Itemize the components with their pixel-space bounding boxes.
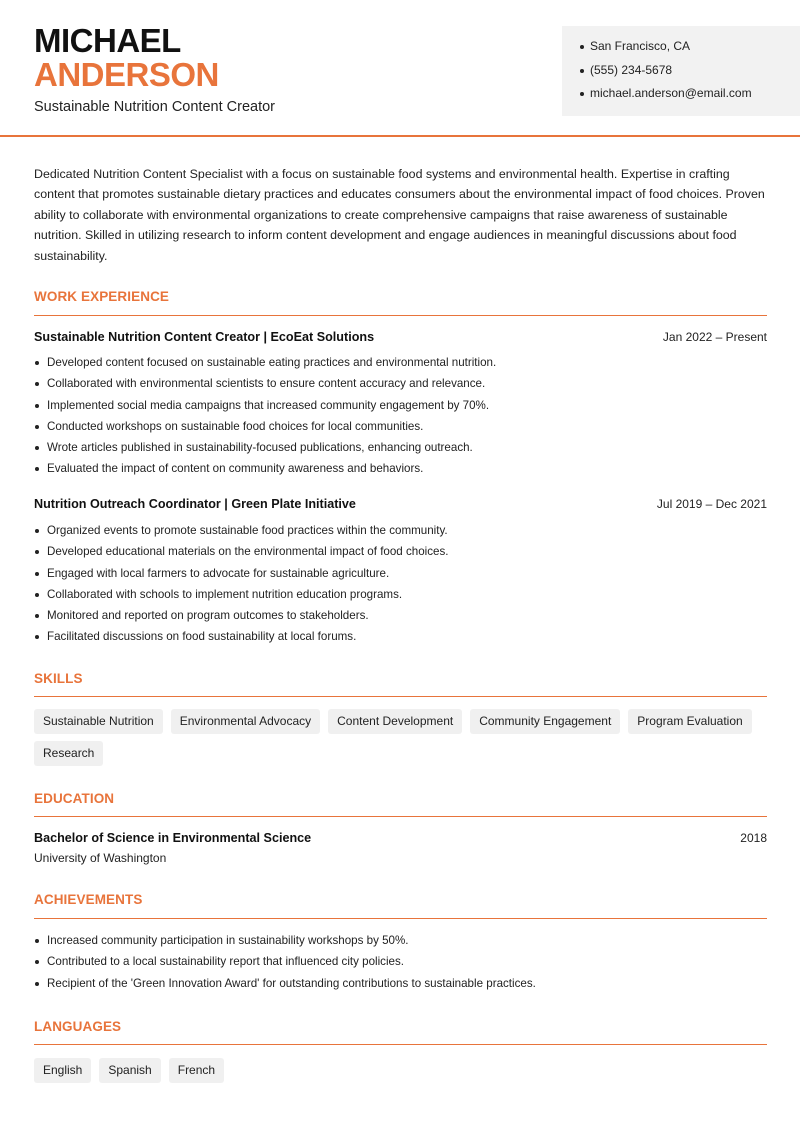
list-item: Developed educational materials on the environmental impact of food choices. bbox=[34, 541, 767, 562]
job-bullet-list bbox=[34, 352, 767, 480]
language-chip: Spanish bbox=[99, 1058, 160, 1083]
contact-location: San Francisco, CA bbox=[580, 37, 800, 61]
last-name: ANDERSON bbox=[34, 56, 219, 93]
list-item: Developed content focused on sustainable eating practices and environmental nutrition. bbox=[34, 352, 767, 373]
language-chip: French bbox=[169, 1058, 224, 1083]
first-name: MICHAEL bbox=[34, 22, 181, 59]
list-item: Evaluated the impact of content on community awareness and behaviors. bbox=[34, 458, 767, 479]
resume-header bbox=[0, 0, 800, 137]
education-heading: EDUCATION bbox=[34, 791, 115, 806]
education-year: 2018 bbox=[740, 831, 767, 845]
skill-chip: Program Evaluation bbox=[628, 709, 751, 734]
list-item: Increased community participation in sustainability workshops by 50%. bbox=[34, 930, 767, 951]
list-item: Engaged with local farmers to advocate for sustainable agriculture. bbox=[34, 563, 767, 584]
section-divider bbox=[34, 1044, 767, 1045]
job-role: Nutrition Outreach Coordinator | Green Plate Initiative bbox=[34, 497, 356, 511]
list-item: Contributed to a local sustainability report that influenced city policies. bbox=[34, 951, 767, 972]
list-item: Wrote articles published in sustainability-focused publications, enhancing outreach. bbox=[34, 437, 767, 458]
skill-chip: Content Development bbox=[328, 709, 462, 734]
list-item: Collaborated with environmental scientists to ensure content accuracy and relevance. bbox=[34, 373, 767, 394]
education-degree: Bachelor of Science in Environmental Science bbox=[34, 831, 312, 845]
section-divider bbox=[34, 816, 767, 817]
job-dates: Jan 2022 – Present bbox=[662, 330, 767, 344]
list-item: Recipient of the 'Green Innovation Award' for outstanding contributions to sustainable practices. bbox=[34, 973, 767, 994]
job-entry-header bbox=[34, 497, 767, 517]
contact-phone: (555) 234-5678 bbox=[580, 61, 800, 85]
skill-chip: Sustainable Nutrition bbox=[34, 709, 163, 734]
skill-chip: Community Engagement bbox=[470, 709, 620, 734]
languages-chip-list bbox=[34, 1058, 767, 1083]
job-dates: Jul 2019 – Dec 2021 bbox=[656, 497, 767, 511]
list-item: Monitored and reported on program outcomes to stakeholders. bbox=[34, 605, 767, 626]
language-chip: English bbox=[34, 1058, 91, 1083]
headline-title: Sustainable Nutrition Content Creator bbox=[34, 99, 275, 115]
section-divider bbox=[34, 696, 767, 697]
section-divider bbox=[34, 315, 767, 316]
skill-chip: Environmental Advocacy bbox=[171, 709, 320, 734]
summary-paragraph: Dedicated Nutrition Content Specialist with a focus on sustainable food systems and environmental health. Expertise in crafting content that promotes sustainable dietary practices and educates consumers about the environmental impact of food choices. Proven ability to collaborate with environmental organizations to create comprehensive campaigns that raise awareness of sustainable nutrition. Skilled in utilizing research to inform content development and engage audiences in meaningful discussions about food sustainability. bbox=[34, 167, 765, 263]
job-role: Sustainable Nutrition Content Creator | EcoEat Solutions bbox=[34, 330, 375, 344]
list-item: Facilitated discussions on food sustainability at local forums. bbox=[34, 626, 767, 647]
section-divider bbox=[34, 918, 767, 919]
list-item: Organized events to promote sustainable food practices within the community. bbox=[34, 520, 767, 541]
skills-chip-list bbox=[34, 709, 767, 766]
achievements-list bbox=[34, 930, 767, 994]
education-school: University of Washington bbox=[34, 851, 167, 865]
work-experience-heading: WORK EXPERIENCE bbox=[34, 289, 170, 304]
job-bullet-list bbox=[34, 520, 767, 648]
job-entry-header bbox=[34, 330, 767, 350]
skills-heading: SKILLS bbox=[34, 671, 83, 686]
contact-email: michael.anderson@email.com bbox=[580, 84, 800, 108]
list-item: Implemented social media campaigns that increased community engagement by 70%. bbox=[34, 395, 767, 416]
languages-heading: LANGUAGES bbox=[34, 1019, 122, 1034]
contact-box bbox=[562, 26, 800, 116]
list-item: Conducted workshops on sustainable food choices for local communities. bbox=[34, 416, 767, 437]
list-item: Collaborated with schools to implement nutrition education programs. bbox=[34, 584, 767, 605]
achievements-heading: ACHIEVEMENTS bbox=[34, 892, 143, 907]
skill-chip: Research bbox=[34, 741, 103, 766]
